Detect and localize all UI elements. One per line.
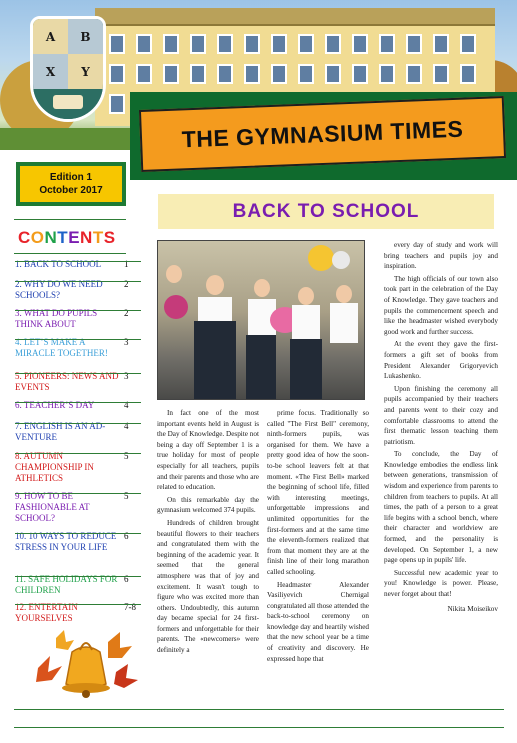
toc-item-title: 11. SAFE HOLIDAYS FOR CHILDREN — [15, 574, 118, 595]
emblem-letter-3: X — [33, 54, 68, 89]
toc-item-page: 2 — [124, 308, 129, 318]
sidebar-rule-under-heading — [14, 253, 126, 254]
contents-heading-letter: N — [80, 228, 93, 247]
article-paragraph: The high officials of our town also took part in the celebration of the Day of Knowledge. They gave teachers and pupils the commencement speech and like the headmaster wished everybody good work and further success. — [384, 274, 498, 336]
section-banner — [158, 194, 494, 229]
sidebar-rule-top — [14, 219, 126, 220]
toc-item-page: 1 — [124, 259, 129, 269]
article-paragraph: prime focus. Traditionally so called "The First Bell" ceremony, ninth-formers pupils, was organised for them. We have a pretty good idea of how the soon-to-be school leavers felt at that moment. «The First Bell» marked the beginning of school life, filled with interesting meetings, unforgettable impressions and unlimited opportunities for the first-formers and at the same time the eleventh-formers realized that from that moment they are at the finish line of their long marathon called schooling. — [267, 409, 369, 576]
toc-item-title: 9. HOW TO BE FASHIONABLE AT SCHOOL? — [15, 491, 90, 523]
article-paragraph: At the event they gave the first-formers a gift set of books from President Alexander Grigoryevich Lukashenko. — [384, 340, 498, 381]
contents-heading-letter: T — [57, 228, 69, 247]
emblem-letter-1: A — [33, 19, 68, 54]
article-paragraph: On this remarkable day the gymnasium welcomed 374 pupils. — [157, 495, 259, 515]
toc-item-page: 3 — [124, 371, 129, 381]
toc-item-title: 3. WHAT DO PUPILS THINK ABOUT — [15, 308, 98, 329]
toc-item-title: 12. ENTERTAIN YOURSELVES — [15, 602, 78, 623]
article-paragraph: Successful new academic year to you! Knowledge is power. Please, never forget about that! — [384, 568, 498, 598]
section-title: BACK TO SCHOOL — [232, 200, 420, 222]
autumn-leaves-bell-icon — [28, 628, 140, 706]
toc-item-page: 6 — [124, 574, 129, 584]
article-column-2 — [267, 408, 369, 666]
toc-item-page: 6 — [124, 531, 129, 541]
contents-heading-letter: O — [30, 228, 45, 247]
edition-number: Edition 1 — [49, 172, 93, 183]
toc-item-page: 4 — [124, 421, 129, 431]
contents-heading — [18, 228, 126, 248]
first-day-photo — [157, 240, 365, 400]
toc-item-page: 4 — [124, 400, 129, 410]
toc-item-title: 4. LET’S MAKE A MIRACLE TOGETHER! — [15, 337, 108, 358]
contents-heading-letter: N — [44, 228, 58, 247]
contents-heading-letter: T — [92, 228, 104, 247]
toc-item-title: 6. TEACHER’S DAY — [15, 400, 95, 410]
toc-item-title: 7. ENGLISH IS AN AD-VENTURE — [15, 421, 106, 442]
edition-box — [16, 162, 126, 206]
toc-item-page: 5 — [124, 451, 129, 461]
article-column-1 — [157, 408, 259, 658]
toc-item-title: 5. PIONEERS: NEWS AND EVENTS — [15, 371, 119, 392]
article-column-3 — [384, 240, 498, 614]
article-author: Nikita Moiseikov — [447, 604, 498, 613]
article-paragraph: Upon finishing the ceremony all pupils accompanied by their teachers and parents went to their cozy and comfortable classrooms to attend the first thematic lesson teaching them patriotism. — [384, 384, 498, 446]
toc-item-title: 1. BACK TO SCHOOL — [15, 259, 102, 269]
edition-date: October 2017 — [39, 185, 103, 196]
toc-item-title: 2. WHY DO WE NEED SCHOOLS? — [15, 279, 103, 300]
toc-item-title: 10. 10 WAYS TO REDUCE STRESS IN YOUR LIFE — [15, 531, 117, 552]
article-paragraph: every day of study and work will bring teachers and pupils joy and inspiration. — [384, 241, 498, 271]
emblem-letter-4: Y — [68, 54, 103, 89]
newspaper-title: THE GYMNASIUM TIMES — [181, 115, 464, 152]
toc-item-page: 3 — [124, 337, 129, 347]
contents-heading-letter: C — [18, 228, 31, 247]
emblem-letter-2: B — [68, 19, 103, 54]
article-paragraph: Headmaster Alexander Vasiliyevich Chernigal congratulated all those attended the back-to-school ceremony on knowledge day and heartily wished that the new school year be a time of creativity and discovery. He expressed hope that — [267, 580, 369, 663]
school-emblem-icon — [30, 16, 106, 122]
contents-heading-letter: S — [103, 228, 116, 247]
toc-item-page: 5 — [124, 491, 129, 501]
footer-rule — [14, 709, 504, 710]
toc-item-page: 2 — [124, 279, 129, 289]
toc-item-page: 7-8 — [124, 602, 136, 612]
article-paragraph: In fact one of the most important events held in August is the Day of Knowledge. Despite not being a day off September 1 is a true holiday for most of people especially for all teachers, pupils and their parents and those who are related to education. — [157, 409, 259, 492]
article-paragraph: To conclude, the Day of Knowledge embodies the endless link between generations, transmission of wisdom and experience from parents to children from teachers to pupils. At all times, the path of a person to a great life begins with a school bench, where their character and worldview are formed, and the personality is developed. On September 1, a new page opens up in pupils' life. — [384, 450, 498, 565]
footer-rule-2 — [14, 727, 504, 728]
toc-item-title: 8. AUTUMN CHAMPIONSHIP IN ATHLETICS — [15, 451, 94, 483]
article-paragraph: Hundreds of children brought beautiful flowers to their teachers and congratulated them with the beginning of the academic year. It seemed that the general atmosphere was that of joy and excitement. It wasn't tough to figure who was excited more than others. Undoubtedly, this autumn day became special for 24 first-formers and unforgettable for their parents. The «newcomers» were definitely a — [157, 518, 259, 655]
contents-heading-letter: E — [68, 228, 81, 247]
